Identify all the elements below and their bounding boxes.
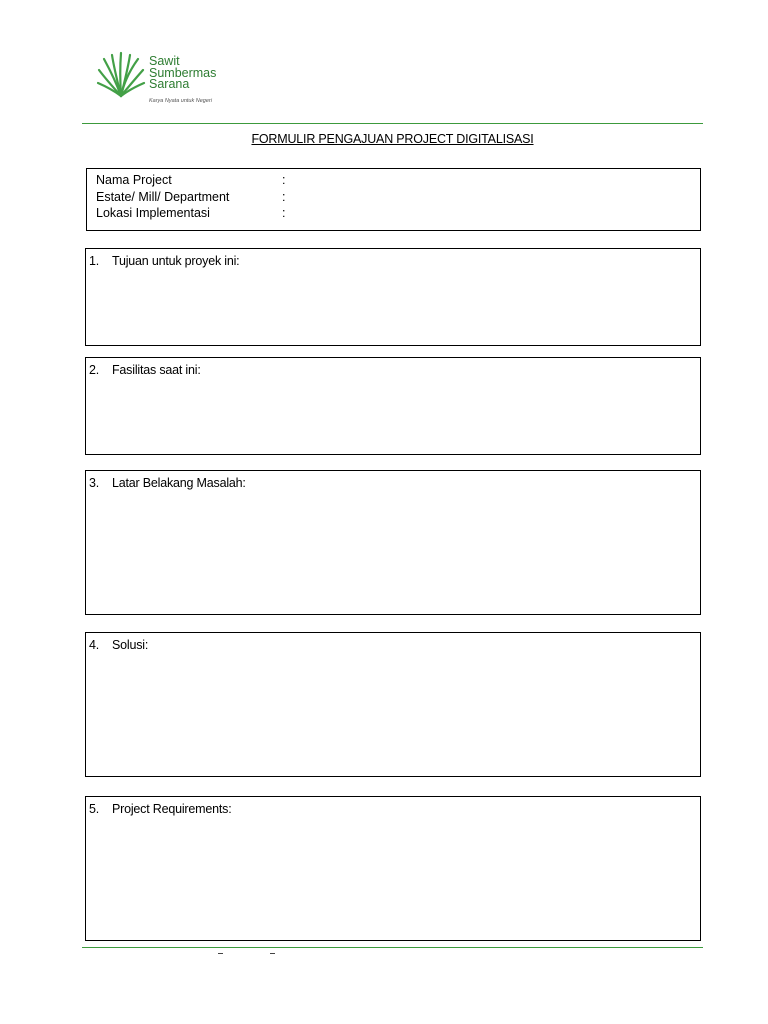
section-project-requirements[interactable] (85, 796, 701, 941)
section-heading (89, 254, 239, 268)
company-logo (96, 50, 236, 112)
section-heading (89, 476, 246, 490)
section-heading (89, 802, 231, 816)
footer-mark (218, 953, 223, 954)
project-info-box (86, 168, 701, 231)
section-heading (89, 638, 148, 652)
info-row-lokasi (96, 205, 285, 221)
logo-wordmark (149, 56, 216, 91)
section-tujuan[interactable] (85, 248, 701, 346)
section-label: Latar Belakang Masalah: (112, 476, 246, 490)
section-solusi[interactable] (85, 632, 701, 777)
info-label: Estate/ Mill/ Department (96, 190, 230, 204)
info-separator: : (282, 173, 286, 187)
logo-tagline: Karya Nyata untuk Negeri (149, 98, 212, 104)
section-fasilitas[interactable] (85, 357, 701, 455)
info-row-estate (96, 189, 285, 205)
logo-name-line: Sumbermas (149, 65, 217, 80)
section-label: Solusi: (112, 638, 149, 652)
palm-leaf-icon (96, 50, 146, 100)
section-heading (89, 363, 201, 377)
section-number: 2. (89, 363, 100, 377)
info-separator: : (282, 190, 286, 204)
section-number: 5. (89, 802, 100, 816)
logo-name-line: Sarana (149, 77, 190, 91)
section-latar-belakang[interactable] (85, 470, 701, 615)
info-row-nama-project (96, 172, 285, 188)
footer-divider (82, 947, 703, 948)
logo-name-line: Sawit (149, 54, 180, 68)
section-number: 1. (89, 254, 100, 268)
section-label: Fasilitas saat ini: (112, 363, 201, 377)
info-label: Lokasi Implementasi (96, 206, 210, 220)
section-label: Tujuan untuk proyek ini: (112, 254, 240, 268)
header-divider (82, 123, 703, 124)
form-title: FORMULIR PENGAJUAN PROJECT DIGITALISASI (251, 132, 534, 146)
info-separator: : (282, 206, 286, 220)
info-label: Nama Project (96, 173, 172, 187)
section-number: 4. (89, 638, 100, 652)
section-number: 3. (89, 476, 100, 490)
section-label: Project Requirements: (112, 802, 232, 816)
footer-mark (270, 953, 275, 954)
